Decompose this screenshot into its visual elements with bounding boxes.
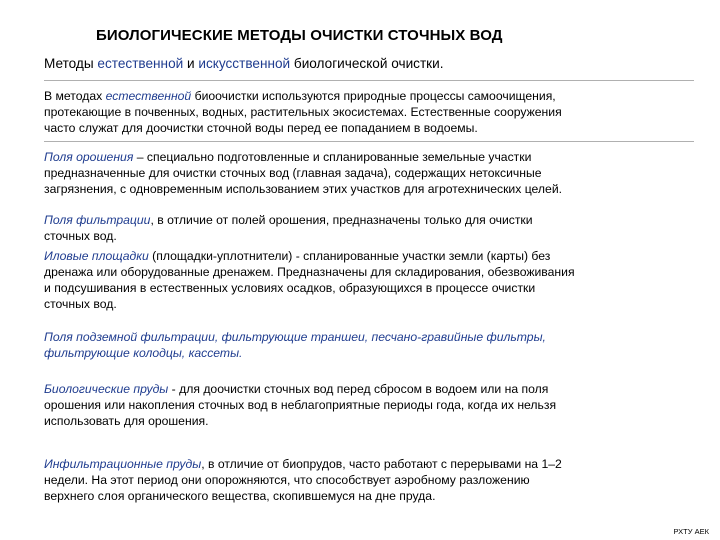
- text: (площадки-уплотнители) - спланированные участки земли (карты) без: [148, 249, 551, 263]
- paragraph-biological-ponds: [44, 381, 694, 429]
- text-line: использовать для орошения.: [44, 414, 209, 428]
- subtitle-text-3: биологической очистки.: [290, 56, 444, 71]
- subtitle-text-1: Методы: [44, 56, 98, 71]
- term-sludge-beds: Иловые площадки: [44, 249, 149, 263]
- term-biological-ponds: Биологические пруды: [44, 382, 169, 396]
- subtitle-term-natural: естественной: [97, 56, 184, 71]
- text-line: верхнего слоя органического вещества, скопившемуся на дне пруда.: [44, 489, 436, 503]
- paragraph-irrigation-fields: [44, 149, 694, 197]
- term-infiltration-ponds: Инфильтрационные пруды: [44, 457, 202, 471]
- text: В методах: [44, 89, 106, 103]
- term-filtration-fields: Поля фильтрации: [44, 213, 151, 227]
- text-line: сточных вод.: [44, 297, 117, 311]
- text: , в отличие от биопрудов, часто работают с перерывами на 1–2: [201, 457, 562, 471]
- text-line: орошения или накопления сточных вод в неблагоприятные периоды года, когда их нельзя: [44, 398, 557, 412]
- paragraph-sludge-beds: [44, 248, 694, 312]
- text-line: часто служат для доочистки сточной воды перед ее попаданием в водоемы.: [44, 121, 478, 135]
- text: биоочистки используются природные процессы самоочищения,: [191, 89, 556, 103]
- page-title: БИОЛОГИЧЕСКИЕ МЕТОДЫ ОЧИСТКИ СТОЧНЫХ ВОД: [96, 27, 503, 44]
- term-irrigation-fields: Поля орошения: [44, 150, 134, 164]
- term-filter-wells: фильтрующие колодцы, кассеты.: [44, 346, 243, 360]
- subtitle: [44, 56, 684, 71]
- paragraph-natural-methods: [44, 88, 694, 136]
- text-line: загрязнения, с одновременным использованием этих участков для агротехнических целей.: [44, 182, 563, 196]
- footer-label: РХТУ АЕК: [673, 527, 709, 536]
- text-line: и подсушивания в естественных условиях осадков, образующихся в процессе очистки: [44, 281, 536, 295]
- divider: [44, 141, 694, 142]
- term-underground-filtration: Поля подземной фильтрации, фильтрующие траншеи, песчано-гравийные фильтры,: [44, 330, 546, 344]
- text: , в отличие от полей орошения, предназначены только для очистки: [150, 213, 533, 227]
- divider: [44, 80, 694, 81]
- text-line: предназначенные для очистки сточных вод (главная задача), содержащих нетоксичные: [44, 166, 542, 180]
- text: - для доочистки сточных вод перед сбросом в водоем или на поля: [168, 382, 549, 396]
- paragraph-infiltration-ponds: [44, 456, 694, 504]
- paragraph-underground-filtration: [44, 329, 694, 361]
- text-line: недели. На этот период они опорожняются, что способствует аэробному разложению: [44, 473, 530, 487]
- text-line: сточных вод.: [44, 229, 117, 243]
- subtitle-text-2: и: [183, 56, 199, 71]
- text-line: дренажа или оборудованные дренажем. Предназначены для складирования, обезвоживания: [44, 265, 575, 279]
- term-natural: естественной: [105, 89, 192, 103]
- text: – специально подготовленные и спланированные земельные участки: [133, 150, 532, 164]
- paragraph-filtration-fields: [44, 212, 694, 244]
- text-line: протекающие в почвенных, водных, растительных экосистемах. Естественные сооружения: [44, 105, 562, 119]
- subtitle-term-artificial: искусственной: [198, 56, 291, 71]
